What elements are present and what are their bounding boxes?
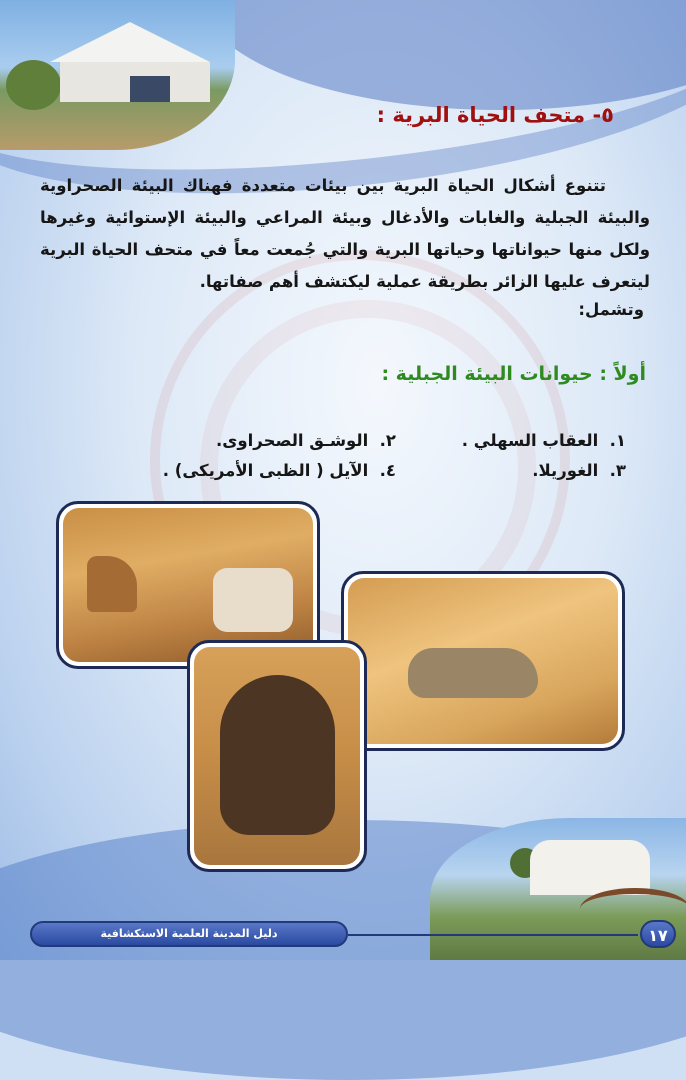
list-item [462,426,626,456]
lynx-figure [408,648,538,698]
list-label: الغوريلا. [532,461,599,480]
list-number: ٢. [379,431,396,450]
list-item [163,426,396,456]
gorilla-figure [220,675,335,835]
list-number: ٣. [609,461,626,480]
section-heading: ٥- متحف الحياة البرية : [376,103,614,127]
footer-title: دليل المدينة العلمية الاستكشافية [100,927,278,940]
list-number: ١. [609,431,626,450]
building [530,840,650,895]
footer-divider [348,934,638,936]
elk-figure [213,568,293,632]
animal-list-right [462,426,626,486]
museum-roof [50,22,210,62]
tree [6,60,61,110]
animal-list-left [163,426,396,486]
list-item [163,456,396,486]
photo-gorilla-diorama [187,640,367,872]
intro-paragraph: تتنوع أشكال الحياة البرية بين بيئات متعددة فهناك البيئة الصحراوية والبيئة الجبلية والغابات والأدغال وبيئة المراعي والبيئة الإستوائية وغيرها ولكل منها حيواناتها وحياتها البرية والتي جُمعت معاً في متحف الحياة البرية ليتعرف عليها الزائر بطريقة عملية ليكتشف أهم صفاتها. [40,176,650,291]
list-label: العقاب السهلي . [461,431,599,450]
list-label: الآيل ( الظبى الأمريكى) . [162,461,369,480]
includes-label: وتشمل: [578,300,644,319]
page-number: ١٧ [640,920,676,948]
list-item [462,456,626,486]
ibex-figure [87,556,137,612]
list-number: ٤. [379,461,396,480]
list-label: الوشـق الصحراوى. [216,431,369,450]
museum-facade [60,62,210,102]
subheading-mountain-animals: أولاً : حيوانات البيئة الجبلية : [381,363,646,385]
photo-lynx-diorama [341,571,625,751]
